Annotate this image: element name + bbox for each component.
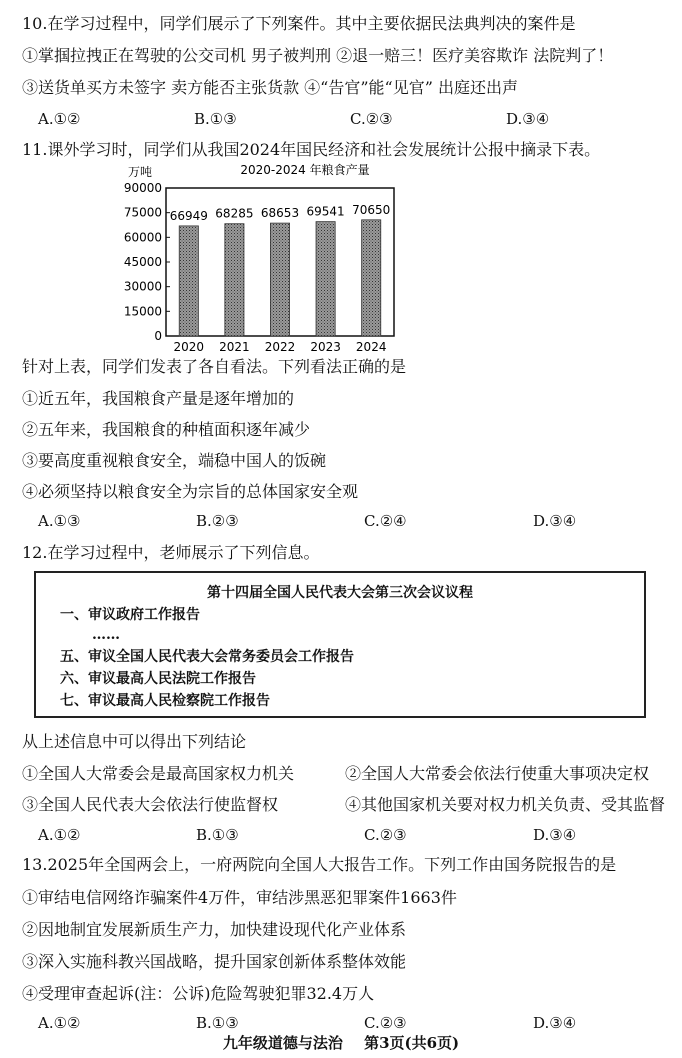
agenda-item-5: 五、审议全国人民代表大会常务委员会工作报告 xyxy=(60,649,354,665)
chart-xtick-label: 2020 xyxy=(173,340,205,354)
grain-output-chart xyxy=(120,158,450,356)
chart-ytick-label: 0 xyxy=(154,329,162,343)
q11-item-1: ①近五年，我国粮食产量是逐年增加的 xyxy=(22,389,295,408)
q10-row1: ①掌掴拉拽正在驾驶的公交司机 男子被判刑 ②退一赔三！医疗美容欺诈 法院判了！ xyxy=(22,46,614,65)
q12-option-b: B.①③ xyxy=(196,826,239,844)
page-footer xyxy=(0,1032,682,1054)
chart-xtick-label: 2023 xyxy=(310,340,341,354)
chart-ytick-label: 45000 xyxy=(123,255,162,269)
q12-item-2: ②全国人大常委会依法行使重大事项决定权 xyxy=(345,764,650,783)
q12-option-c: C.②③ xyxy=(364,826,407,844)
q13-item-4: ④受理审查起诉(注：公诉)危险驾驶犯罪32.4万人 xyxy=(22,984,375,1003)
chart-bar xyxy=(362,220,381,336)
chart-ytick-label: 15000 xyxy=(123,304,162,319)
chart-plot xyxy=(124,181,394,354)
chart-data-label: 69541 xyxy=(306,204,345,219)
chart-ylabel: 万吨 xyxy=(128,165,153,179)
q10-option-d: D.③④ xyxy=(506,110,550,128)
agenda-ellipsis: …… xyxy=(92,627,120,643)
q12-option-a: A.①② xyxy=(38,826,81,844)
agenda-title: 第十四届全国人民代表大会第三次会议议程 xyxy=(207,585,473,601)
chart-bar xyxy=(179,226,198,336)
q10-option-b: B.①③ xyxy=(194,110,237,128)
q13-item-2: ②因地制宜发展新质生产力，加快建设现代化产业体系 xyxy=(22,920,407,939)
chart-xtick-label: 2022 xyxy=(264,340,296,354)
q11-option-c: C.②④ xyxy=(364,512,407,530)
chart-title: 2020-2024 年粮食产量 xyxy=(240,163,370,177)
q12-item-4: ④其他国家机关要对权力机关负责、受其监督 xyxy=(345,795,666,814)
q13-item-3: ③深入实施科教兴国战略，提升国家创新体系整体效能 xyxy=(22,952,407,971)
chart-svg xyxy=(120,158,450,356)
q11-item-2: ②五年来，我国粮食的种植面积逐年减少 xyxy=(22,420,311,439)
q12-conclusion: 从上述信息中可以得出下列结论 xyxy=(22,732,247,751)
chart-bar xyxy=(270,223,289,336)
q13-option-d: D.③④ xyxy=(533,1014,577,1032)
q11-option-d: D.③④ xyxy=(533,512,577,530)
q13-item-1: ①审结电信网络诈骗案件4万件，审结涉黑恶犯罪案件1663件 xyxy=(22,888,457,907)
q11-stem: 11.课外学习时，同学们从我国2024年国民经济和社会发展统计公报中摘录下表。 xyxy=(22,140,601,159)
q11-item-3: ③要高度重视粮食安全，端稳中国人的饭碗 xyxy=(22,451,327,470)
chart-ytick-label: 60000 xyxy=(123,230,162,245)
q10-option-c: C.②③ xyxy=(350,110,393,128)
q10-row2: ③送货单买方未签字 卖方能否主张货款 ④“告官”能“见官” 出庭还出声 xyxy=(22,78,518,97)
agenda-item-1: 一、审议政府工作报告 xyxy=(60,607,200,623)
footer-subject: 九年级道德与法治 xyxy=(222,1034,343,1052)
chart-data-label: 68285 xyxy=(215,206,254,221)
chart-data-label: 70650 xyxy=(352,202,391,217)
q12-option-d: D.③④ xyxy=(533,826,577,844)
agenda-item-7: 七、审议最高人民检察院工作报告 xyxy=(60,693,270,709)
chart-xtick-label: 2024 xyxy=(355,340,387,354)
q11-after-chart: 针对上表，同学们发表了各自看法。下列看法正确的是 xyxy=(22,357,407,376)
q13-option-b: B.①③ xyxy=(196,1014,239,1032)
q13-stem: 13.2025年全国两会上，一府两院向全国人大报告工作。下列工作由国务院报告的是 xyxy=(22,855,617,874)
q13-option-c: C.②③ xyxy=(364,1014,407,1032)
chart-bar xyxy=(225,224,244,336)
agenda-item-6: 六、审议最高人民法院工作报告 xyxy=(60,671,256,687)
chart-ytick-label: 30000 xyxy=(123,279,162,294)
q12-stem: 12.在学习过程中，老师展示了下列信息。 xyxy=(22,543,320,562)
chart-ytick-label: 90000 xyxy=(123,181,162,195)
chart-data-label: 66949 xyxy=(169,208,208,223)
q12-item-1: ①全国人大常委会是最高国家权力机关 xyxy=(22,764,295,783)
q11-item-4: ④必须坚持以粮食安全为宗旨的总体国家安全观 xyxy=(22,482,359,501)
chart-xtick-label: 2021 xyxy=(219,340,250,354)
footer-page-number: 第3页(共6页) xyxy=(364,1034,460,1052)
chart-data-label: 68653 xyxy=(260,206,300,221)
chart-bar xyxy=(316,222,335,336)
agenda-box xyxy=(34,571,646,718)
q11-option-b: B.②③ xyxy=(196,512,239,530)
q10-option-a: A.①② xyxy=(38,110,81,128)
q12-item-3: ③全国人民代表大会依法行使监督权 xyxy=(22,795,279,814)
q10-stem: 10.在学习过程中，同学们展示了下列案件。其中主要依据民法典判决的案件是 xyxy=(22,14,576,33)
q13-option-a: A.①② xyxy=(38,1014,81,1032)
q11-option-a: A.①③ xyxy=(38,512,81,530)
chart-ytick-label: 75000 xyxy=(123,205,162,220)
